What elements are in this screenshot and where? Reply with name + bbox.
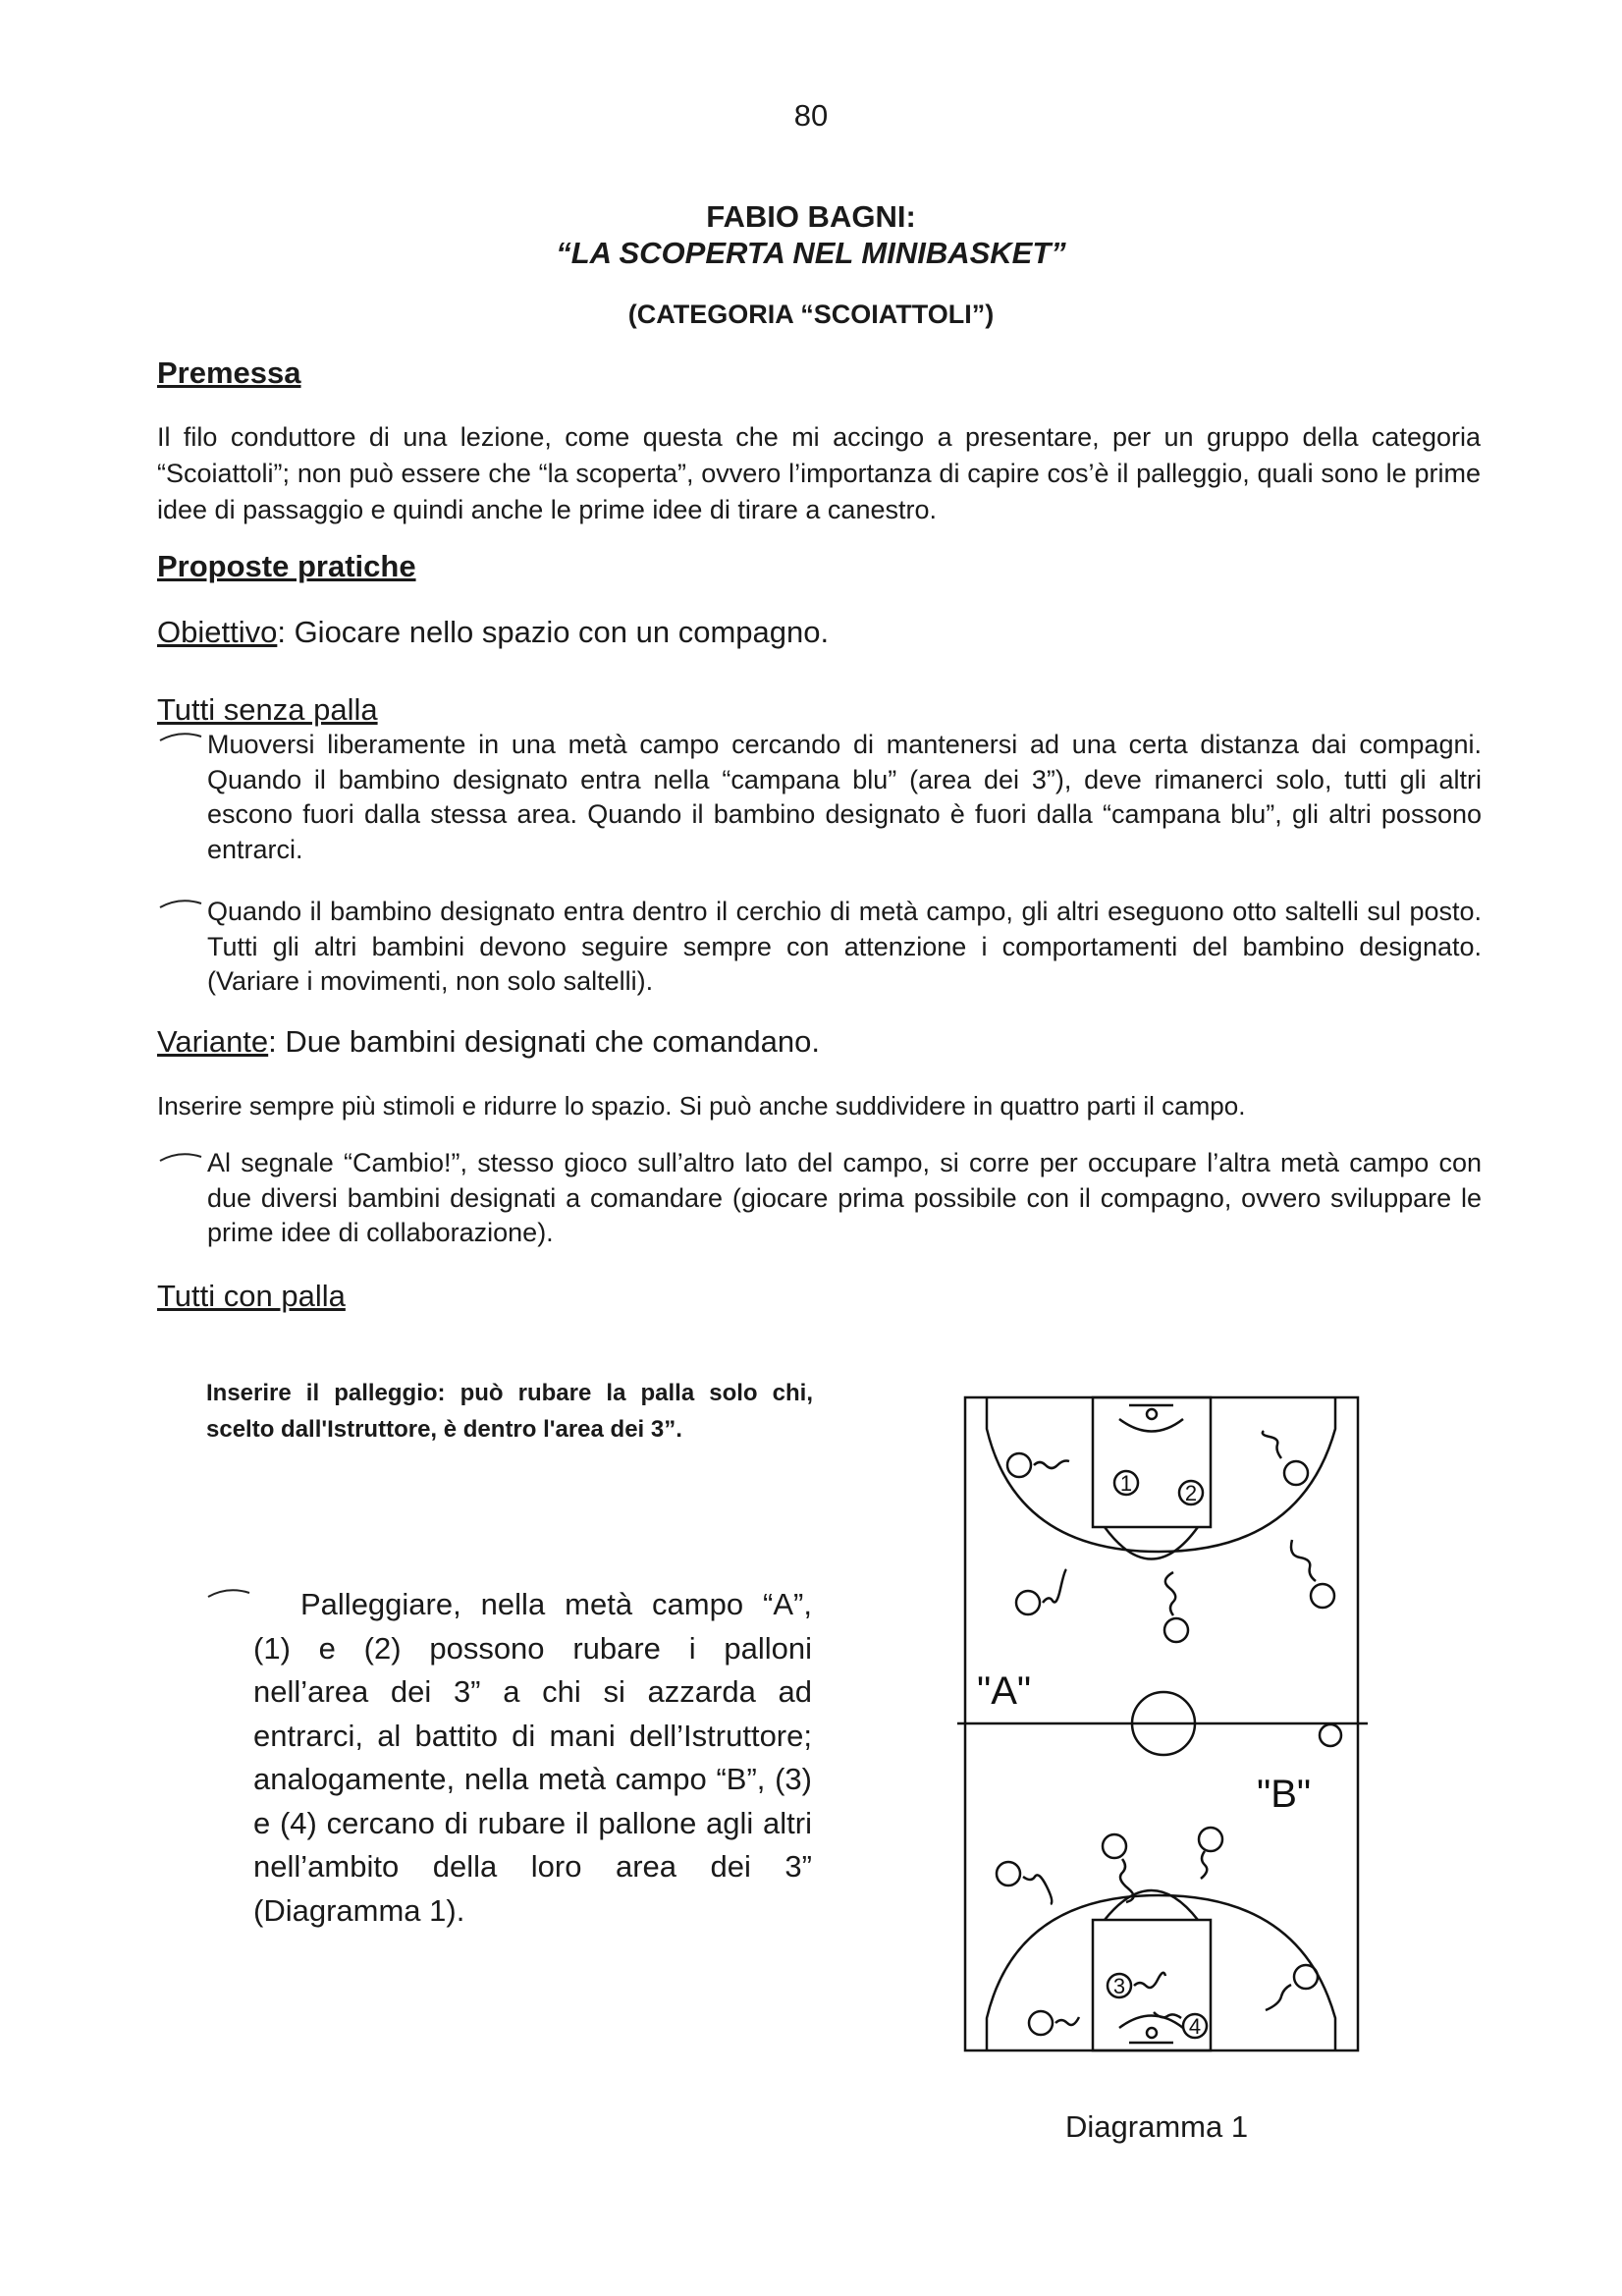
bullet-3-text: Al segnale “Cambio!”, stesso gioco sull’altro lato del campo, si corre per occupare l’altra metà campo con due diversi bambini designati a comandare (giocare prima possibile con il compagno, ovvero sviluppare le prime idee di collaborazione).: [207, 1148, 1482, 1247]
player-number-2: 2: [1184, 1481, 1198, 1505]
player-circle: [1164, 1618, 1188, 1642]
dribble-path: [1034, 1461, 1069, 1469]
player-number-3: 3: [1112, 1974, 1126, 1998]
free-throw-arc-top: [1105, 1527, 1198, 1559]
player-circle: [1199, 1828, 1222, 1851]
bullet-dash-icon: [206, 1585, 251, 1599]
player-circle: [1103, 1834, 1126, 1858]
title-category: (CATEGORIA “SCOIATTOLI”): [627, 300, 995, 329]
player-circle: [1016, 1591, 1040, 1614]
dribble-path: [1291, 1540, 1316, 1581]
variante-label: Variante: [157, 1024, 269, 1059]
title-author: FABIO BAGNI:: [706, 199, 916, 234]
page-number: 80: [793, 98, 829, 133]
bullet-1-text: Muoversi liberamente in una metà campo cercando di mantenersi ad una certa distanza dai compagni. Quando il bambino designato entra nella “campana blu” (area dei 3”), deve rimanerci solo, tutti gli altri escono fuori dalla stessa area. Quando il bambino designato è fuori dalla “campana blu”, gli altri possono entrarci.: [207, 730, 1482, 864]
dribble-path: [1266, 1985, 1291, 2010]
player-number-1: 1: [1119, 1471, 1133, 1496]
three-point-arc-top: [987, 1397, 1335, 1552]
player-circle: [1294, 1965, 1318, 1989]
variante-line: [157, 1024, 820, 1060]
ball-icon: [1320, 1724, 1341, 1746]
premessa-paragraph: Il filo conduttore di una lezione, come questa che mi accingo a presentare, per un gruppo della categoria “Scoiattoli”; non può essere che “la scoperta”, ovvero l’importanza di capire cos’è il palleggio, quali sono le prime idee di passaggio e quindi anche le prime idee di tirare a canestro.: [157, 422, 1481, 524]
player-circle: [997, 1862, 1020, 1886]
dribble-path: [1055, 2017, 1079, 2025]
title-main: “LA SCOPERTA NEL MINIBASKET”: [556, 236, 1066, 270]
player-circle: [1029, 2011, 1053, 2035]
diagram-caption: Diagramma 1: [1065, 2109, 1249, 2144]
hoop-bottom: [1147, 2028, 1157, 2038]
bullet-dash-icon: [158, 896, 203, 909]
player-circle: [1007, 1453, 1031, 1477]
obiettivo-text: : Giocare nello spazio con un compagno.: [277, 615, 830, 649]
restricted-arc-bottom: [1119, 2016, 1183, 2029]
con-palla-label: Tutti con palla: [157, 1279, 346, 1313]
obiettivo-line: [157, 615, 829, 650]
obiettivo-label: Obiettivo: [157, 615, 278, 649]
big-paragraph: Palleggiare, nella metà campo “A”, (1) e (2) possono rubare i palloni nell’area dei 3” a chi si azzarda ad entrarci, al battito di mani dell’Istruttore; analogamente, nella metà campo “B”, (3) e (4) cercano di rubare il pallone agli altri nell’ambito della loro area dei 3” (Diagramma 1).: [253, 1587, 812, 1928]
proposte-heading: Proposte pratiche: [157, 549, 416, 583]
dribble-path: [1023, 1875, 1052, 1904]
dribble-path: [1134, 1973, 1165, 1988]
player-number-4: 4: [1188, 2014, 1202, 2039]
restricted-arc-top: [1119, 1419, 1183, 1432]
dribble-path: [1201, 1851, 1207, 1879]
player-circle: [1311, 1584, 1334, 1608]
dribble-path: [1043, 1569, 1066, 1603]
player-circle: [1284, 1461, 1308, 1485]
dribble-path: [1263, 1431, 1281, 1458]
dribble-path: [1165, 1572, 1175, 1615]
half-label-a: "A": [977, 1669, 1032, 1713]
key-area-top: [1093, 1397, 1211, 1527]
variante-text: : Due bambini designati che comandano.: [268, 1024, 820, 1059]
inserire-paragraph: Inserire sempre più stimoli e ridurre lo spazio. Si può anche suddividere in quattro parti il campo.: [157, 1091, 1246, 1121]
premessa-heading: Premessa: [157, 355, 301, 390]
box-text: Inserire il palleggio: può rubare la palla solo chi, scelto dall'Istruttore, è dentro l'area dei 3”.: [206, 1380, 813, 1443]
bullet-2-text: Quando il bambino designato entra dentro il cerchio di metà campo, gli altri eseguono otto saltelli sul posto. Tutti gli altri bambini devono seguire sempre con attenzione i comportamenti del bambino designato. (Variare i movimenti, non solo saltelli).: [207, 897, 1482, 996]
bullet-dash-icon: [158, 1149, 203, 1163]
bullet-dash-icon: [158, 729, 203, 742]
senza-palla-label: Tutti senza palla: [157, 692, 378, 727]
court-diagram: [957, 1390, 1368, 2057]
half-label-b: "B": [1257, 1773, 1312, 1816]
hoop-top: [1147, 1409, 1157, 1419]
